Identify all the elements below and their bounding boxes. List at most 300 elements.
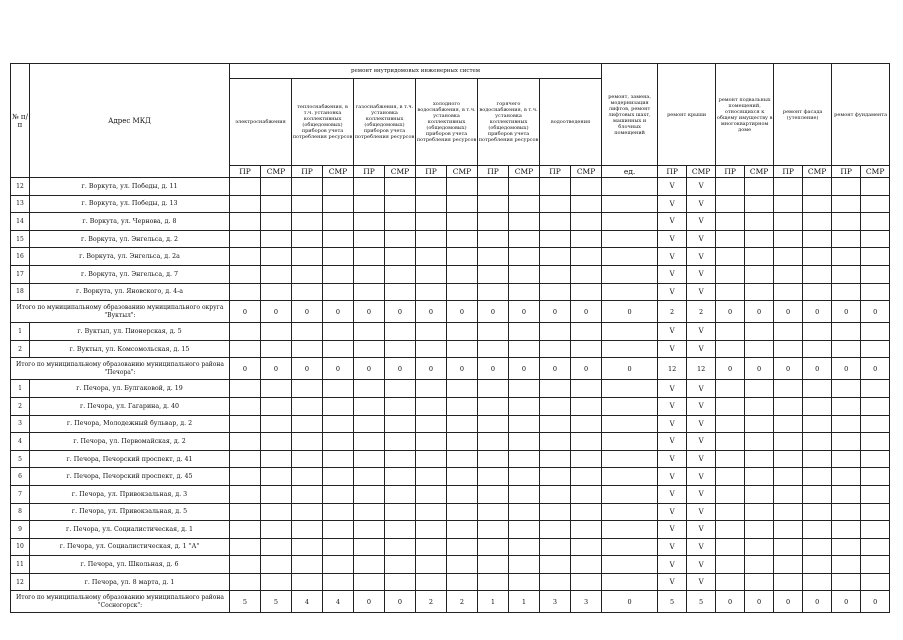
table-row (11, 503, 890, 521)
table-cell (803, 178, 832, 196)
row-address: г. Печора, ул. Школьная, д. 6 (30, 556, 230, 574)
table-cell (509, 248, 540, 266)
sub-header-smr-11: СМР (571, 166, 602, 178)
table-cell (745, 397, 774, 415)
table-row (11, 433, 890, 451)
table-cell (540, 521, 571, 539)
table-cell (832, 556, 861, 574)
row-number: 16 (11, 248, 30, 266)
table-cell (774, 178, 803, 196)
repair-program-table (10, 63, 890, 613)
table-cell: 0 (230, 301, 261, 323)
table-cell (509, 340, 540, 358)
table-cell: 2 (687, 301, 716, 323)
table-cell (602, 503, 658, 521)
total-row (11, 301, 890, 323)
row-number: 5 (11, 450, 30, 468)
table-cell (292, 323, 323, 341)
table-cell (832, 450, 861, 468)
table-cell (602, 265, 658, 283)
table-cell (354, 340, 385, 358)
table-cell (832, 283, 861, 301)
table-cell: V (658, 248, 687, 266)
table-cell: 2 (658, 301, 687, 323)
table-cell (385, 415, 416, 433)
row-address: г. Воркута, ул. Победы, д. 11 (30, 178, 230, 196)
table-row (11, 380, 890, 398)
table-cell (745, 556, 774, 574)
table-row (11, 556, 890, 574)
table-cell (230, 195, 261, 213)
table-cell (354, 265, 385, 283)
table-cell: V (658, 433, 687, 451)
table-cell (416, 468, 447, 486)
table-cell (447, 433, 478, 451)
table-cell (745, 538, 774, 556)
table-cell (571, 556, 602, 574)
table-cell (571, 323, 602, 341)
table-cell (385, 380, 416, 398)
table-cell: 0 (416, 301, 447, 323)
table-cell: 0 (385, 591, 416, 613)
table-cell (509, 380, 540, 398)
table-cell (230, 521, 261, 539)
table-cell (230, 503, 261, 521)
table-cell: 0 (478, 301, 509, 323)
table-cell (447, 283, 478, 301)
row-number: 2 (11, 340, 30, 358)
table-cell (292, 538, 323, 556)
total-row (11, 591, 890, 613)
table-row (11, 213, 890, 231)
table-cell: 1 (478, 591, 509, 613)
table-cell (803, 503, 832, 521)
table-row (11, 397, 890, 415)
table-cell (540, 573, 571, 591)
table-cell: 0 (832, 358, 861, 380)
table-cell (745, 265, 774, 283)
table-cell: V (658, 230, 687, 248)
table-cell (509, 538, 540, 556)
table-cell (716, 265, 745, 283)
table-cell (447, 573, 478, 591)
table-cell (292, 248, 323, 266)
table-cell (716, 415, 745, 433)
table-cell: V (658, 323, 687, 341)
table-cell (602, 230, 658, 248)
table-cell (832, 538, 861, 556)
table-cell: 0 (354, 591, 385, 613)
header-basement: ремонт подвальных помещений, относящихся к общему имуществу в многоквартирном доме (716, 64, 774, 166)
table-cell (745, 178, 774, 196)
table-cell (385, 248, 416, 266)
table-cell (261, 556, 292, 574)
table-cell (447, 468, 478, 486)
table-cell (861, 283, 890, 301)
row-number: 13 (11, 195, 30, 213)
table-cell (832, 573, 861, 591)
table-cell (803, 468, 832, 486)
table-cell (540, 283, 571, 301)
table-cell (292, 178, 323, 196)
table-cell (803, 230, 832, 248)
table-cell (354, 195, 385, 213)
total-label: Итого по муниципальному образованию муниципального округа "Вуктыл": (11, 301, 230, 323)
sub-header-pr-8: ПР (478, 166, 509, 178)
table-cell (447, 485, 478, 503)
table-cell (230, 573, 261, 591)
table-cell (602, 340, 658, 358)
table-cell (832, 323, 861, 341)
table-cell (478, 521, 509, 539)
table-cell (230, 433, 261, 451)
table-cell (323, 485, 354, 503)
table-cell (832, 521, 861, 539)
table-row (11, 230, 890, 248)
table-cell (416, 485, 447, 503)
table-cell (861, 265, 890, 283)
table-cell (261, 415, 292, 433)
table-cell (509, 323, 540, 341)
row-address: г. Печора, ул. Привокзальная, д. 3 (30, 485, 230, 503)
table-cell (478, 230, 509, 248)
table-cell (861, 397, 890, 415)
table-cell (230, 213, 261, 231)
table-cell (803, 213, 832, 231)
row-address: г. Воркута, ул. Энгельса, д. 2а (30, 248, 230, 266)
table-cell (385, 468, 416, 486)
table-cell (861, 538, 890, 556)
row-address: г. Печора, ул. Булгаковой, д. 19 (30, 380, 230, 398)
table-cell (292, 213, 323, 231)
table-cell: V (658, 450, 687, 468)
table-cell (832, 213, 861, 231)
row-number: 18 (11, 283, 30, 301)
table-cell (478, 283, 509, 301)
header-cold-water: холодного водоснабжения, в т.ч. установка коллективных (общедомовых) приборов учета потребления ресурсов (416, 79, 478, 166)
table-cell (478, 397, 509, 415)
table-cell (540, 380, 571, 398)
table-cell (602, 433, 658, 451)
table-cell (745, 230, 774, 248)
table-cell (261, 521, 292, 539)
table-cell (832, 415, 861, 433)
table-cell (354, 556, 385, 574)
table-cell (540, 415, 571, 433)
table-cell (323, 213, 354, 231)
table-cell (716, 433, 745, 451)
table-cell (540, 485, 571, 503)
table-cell (716, 556, 745, 574)
table-cell: V (687, 415, 716, 433)
table-cell (509, 178, 540, 196)
table-cell (832, 397, 861, 415)
table-cell: 2 (447, 591, 478, 613)
row-number: 10 (11, 538, 30, 556)
table-cell (292, 468, 323, 486)
table-cell (745, 380, 774, 398)
table-cell (447, 178, 478, 196)
table-cell (716, 248, 745, 266)
table-cell (323, 415, 354, 433)
table-cell: 0 (716, 358, 745, 380)
table-cell: V (687, 485, 716, 503)
table-cell: V (687, 248, 716, 266)
table-cell (354, 503, 385, 521)
table-cell: 0 (861, 301, 890, 323)
table-cell (323, 433, 354, 451)
sub-header-pr-19: ПР (832, 166, 861, 178)
table-cell (230, 178, 261, 196)
table-cell: V (658, 521, 687, 539)
table-cell (230, 380, 261, 398)
table-cell: V (658, 195, 687, 213)
table-cell (832, 503, 861, 521)
table-cell (774, 323, 803, 341)
sub-header-smr-5: СМР (385, 166, 416, 178)
table-cell (416, 503, 447, 521)
table-cell (774, 380, 803, 398)
table-cell (447, 556, 478, 574)
table-cell (774, 521, 803, 539)
table-cell (774, 213, 803, 231)
table-cell (774, 573, 803, 591)
sub-header-pr-4: ПР (354, 166, 385, 178)
table-cell (803, 450, 832, 468)
table-cell (832, 178, 861, 196)
header-electricity: электроснабжения (230, 79, 292, 166)
table-cell (540, 397, 571, 415)
table-cell (354, 468, 385, 486)
table-cell (292, 340, 323, 358)
table-cell (716, 213, 745, 231)
table-cell (861, 468, 890, 486)
table-cell (509, 213, 540, 231)
table-row (11, 468, 890, 486)
table-row (11, 265, 890, 283)
table-cell: V (658, 340, 687, 358)
table-cell (447, 323, 478, 341)
table-cell (774, 556, 803, 574)
table-row (11, 485, 890, 503)
table-cell (323, 556, 354, 574)
table-cell (478, 450, 509, 468)
table-cell (261, 213, 292, 231)
table-cell (416, 397, 447, 415)
table-cell: 0 (509, 358, 540, 380)
table-cell (540, 323, 571, 341)
sub-header-ed-12: ед. (602, 166, 658, 178)
table-cell (447, 230, 478, 248)
row-address: г. Печора, ул. Привокзальная, д. 5 (30, 503, 230, 521)
table-cell: 0 (602, 301, 658, 323)
table-cell (774, 415, 803, 433)
table-cell (385, 450, 416, 468)
table-cell (354, 283, 385, 301)
table-cell (509, 433, 540, 451)
table-cell (478, 485, 509, 503)
table-cell (323, 230, 354, 248)
table-cell (571, 397, 602, 415)
table-cell (861, 556, 890, 574)
table-cell (540, 178, 571, 196)
table-cell (571, 340, 602, 358)
table-cell: 0 (385, 301, 416, 323)
table-cell (354, 415, 385, 433)
table-cell: 0 (571, 358, 602, 380)
table-cell (385, 195, 416, 213)
table-cell (354, 230, 385, 248)
row-number: 8 (11, 503, 30, 521)
table-cell (292, 415, 323, 433)
table-cell (478, 195, 509, 213)
table-cell (861, 178, 890, 196)
table-cell (774, 433, 803, 451)
table-cell (261, 265, 292, 283)
header-drainage: водоотведения (540, 79, 602, 166)
table-cell (385, 397, 416, 415)
table-cell (716, 573, 745, 591)
table-cell: 0 (385, 358, 416, 380)
table-row (11, 521, 890, 539)
table-cell (385, 323, 416, 341)
row-number: 17 (11, 265, 30, 283)
table-cell: 0 (261, 301, 292, 323)
table-cell (861, 323, 890, 341)
sub-header-smr-3: СМР (323, 166, 354, 178)
table-cell (716, 485, 745, 503)
table-cell (861, 450, 890, 468)
table-cell (745, 195, 774, 213)
table-cell (261, 380, 292, 398)
table-cell (509, 283, 540, 301)
table-cell (478, 468, 509, 486)
table-cell (716, 283, 745, 301)
table-cell (803, 195, 832, 213)
row-number: 6 (11, 468, 30, 486)
table-cell (861, 248, 890, 266)
table-cell: 0 (261, 358, 292, 380)
table-cell (716, 340, 745, 358)
table-row (11, 573, 890, 591)
table-cell: 12 (658, 358, 687, 380)
row-number: 14 (11, 213, 30, 231)
table-cell (774, 340, 803, 358)
table-cell (803, 485, 832, 503)
table-cell (540, 450, 571, 468)
table-cell (261, 503, 292, 521)
table-cell (745, 323, 774, 341)
table-cell (478, 340, 509, 358)
table-cell (230, 468, 261, 486)
table-cell (540, 340, 571, 358)
table-cell (323, 248, 354, 266)
table-cell (745, 485, 774, 503)
table-cell (774, 538, 803, 556)
table-cell (803, 556, 832, 574)
table-cell (571, 195, 602, 213)
row-number: 11 (11, 556, 30, 574)
table-cell (602, 521, 658, 539)
table-cell (861, 230, 890, 248)
table-row (11, 340, 890, 358)
table-cell (602, 556, 658, 574)
table-cell (861, 485, 890, 503)
table-cell: 0 (832, 591, 861, 613)
table-cell: 0 (803, 591, 832, 613)
table-cell (447, 380, 478, 398)
row-number: 2 (11, 397, 30, 415)
table-cell (478, 248, 509, 266)
table-cell: V (658, 556, 687, 574)
table-cell: V (658, 178, 687, 196)
table-cell (292, 380, 323, 398)
table-cell: V (687, 556, 716, 574)
table-cell (803, 433, 832, 451)
table-cell (803, 283, 832, 301)
table-cell: V (687, 450, 716, 468)
row-number: 1 (11, 380, 30, 398)
table-cell (447, 521, 478, 539)
sub-header-pr-0: ПР (230, 166, 261, 178)
table-cell: 0 (478, 358, 509, 380)
table-cell (323, 380, 354, 398)
table-cell (832, 380, 861, 398)
table-cell (478, 556, 509, 574)
table-cell (354, 433, 385, 451)
table-cell (571, 178, 602, 196)
row-number: 1 (11, 323, 30, 341)
table-cell (261, 397, 292, 415)
table-cell (230, 283, 261, 301)
table-cell (540, 433, 571, 451)
table-cell (416, 340, 447, 358)
table-cell: V (687, 178, 716, 196)
table-cell (540, 265, 571, 283)
table-row (11, 538, 890, 556)
table-cell (540, 503, 571, 521)
table-cell (323, 323, 354, 341)
table-cell: 0 (354, 358, 385, 380)
table-cell (385, 178, 416, 196)
table-cell (509, 230, 540, 248)
table-cell (385, 265, 416, 283)
table-cell (832, 433, 861, 451)
table-cell (571, 450, 602, 468)
table-cell (803, 521, 832, 539)
table-cell: 4 (323, 591, 354, 613)
table-cell (745, 283, 774, 301)
table-cell (416, 521, 447, 539)
table-row (11, 450, 890, 468)
table-cell (745, 450, 774, 468)
table-cell (571, 521, 602, 539)
table-cell (354, 397, 385, 415)
table-cell (292, 195, 323, 213)
table-cell: 0 (447, 358, 478, 380)
sub-header-pr-13: ПР (658, 166, 687, 178)
table-cell (447, 265, 478, 283)
table-cell: V (687, 283, 716, 301)
table-cell (832, 248, 861, 266)
table-cell (447, 195, 478, 213)
table-cell (774, 450, 803, 468)
table-cell (832, 485, 861, 503)
table-cell (803, 323, 832, 341)
table-cell (230, 397, 261, 415)
table-cell (385, 521, 416, 539)
table-cell (540, 556, 571, 574)
